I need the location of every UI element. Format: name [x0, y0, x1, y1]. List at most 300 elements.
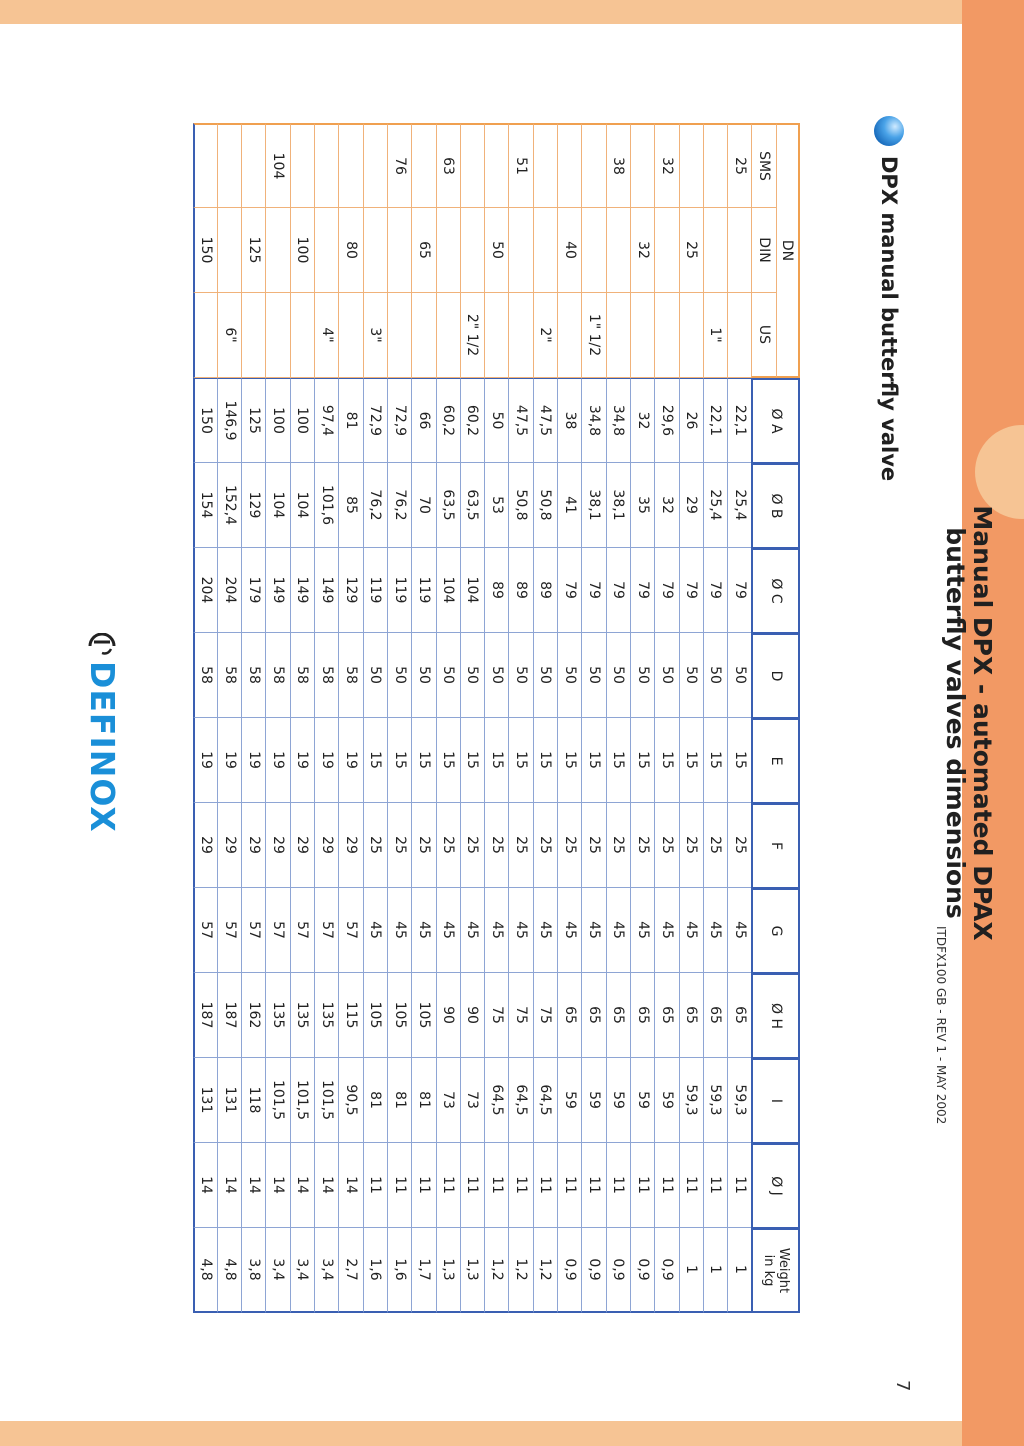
table-cell: 50 [484, 208, 508, 293]
table-cell: 65 [679, 973, 703, 1058]
title-line-1: Manual DPX - automated DPAX [968, 505, 997, 941]
table-cell: 100 [265, 378, 289, 463]
table-cell: 76,2 [363, 463, 387, 548]
table-cell: 11 [679, 1143, 703, 1228]
table-cell: 19 [193, 718, 217, 803]
table-cell: 97,4 [314, 378, 338, 463]
table-cell: 150 [193, 208, 217, 293]
table-cell: 187 [217, 973, 241, 1058]
table-cell: 79 [679, 548, 703, 633]
table-cell: 1 [679, 1228, 703, 1313]
table-cell: 11 [387, 1143, 411, 1228]
table-cell: 47,5 [508, 378, 532, 463]
table-cell: 25 [411, 803, 435, 888]
table-cell: 0,9 [654, 1228, 678, 1313]
table-cell: 11 [484, 1143, 508, 1228]
table-cell [338, 293, 362, 378]
table-cell: 15 [484, 718, 508, 803]
table-cell: 131 [217, 1058, 241, 1143]
table-cell: 1,2 [533, 1228, 557, 1313]
table-cell: 149 [265, 548, 289, 633]
table-cell: 150 [193, 378, 217, 463]
table-cell: 58 [265, 633, 289, 718]
table-cell [411, 123, 435, 208]
table-cell: 58 [241, 633, 265, 718]
table-cell: 11 [727, 1143, 751, 1228]
table-cell: 179 [241, 548, 265, 633]
table-cell [727, 208, 751, 293]
table-cell: 76,2 [387, 463, 411, 548]
table-cell: 2" 1/2 [460, 293, 484, 378]
table-cell: 15 [581, 718, 605, 803]
table-cell: 0,9 [557, 1228, 581, 1313]
table-cell: 81 [338, 378, 362, 463]
table-cell: 29 [241, 803, 265, 888]
table-cell: 11 [533, 1143, 557, 1228]
table-cell [581, 123, 605, 208]
table-cell: 105 [411, 973, 435, 1058]
table-cell: 65 [727, 973, 751, 1058]
table-cell: 3,4 [290, 1228, 314, 1313]
table-cell: 29 [193, 803, 217, 888]
table-cell: 22,1 [703, 378, 727, 463]
table-cell [727, 293, 751, 378]
table-cell: 50 [630, 633, 654, 718]
table-cell: 50 [436, 633, 460, 718]
table-cell: 1,2 [484, 1228, 508, 1313]
table-cell: 40 [557, 208, 581, 293]
table-cell: 119 [363, 548, 387, 633]
header-sub: SMS [751, 123, 775, 208]
table-cell [484, 123, 508, 208]
table-cell: 135 [314, 973, 338, 1058]
table-cell: 81 [411, 1058, 435, 1143]
table-cell: 45 [387, 888, 411, 973]
table-cell: 50 [363, 633, 387, 718]
table-cell [387, 293, 411, 378]
table-cell: 0,9 [630, 1228, 654, 1313]
table-cell: 15 [411, 718, 435, 803]
table-cell [217, 123, 241, 208]
table-cell [193, 123, 217, 208]
table-cell: 1" 1/2 [581, 293, 605, 378]
table-cell: 50 [460, 633, 484, 718]
table-cell: 38 [606, 123, 630, 208]
table-cell: 25 [654, 803, 678, 888]
table-cell [265, 208, 289, 293]
table-cell: 45 [654, 888, 678, 973]
table-cell: 58 [290, 633, 314, 718]
table-cell: 104 [290, 463, 314, 548]
table-cell: 104 [265, 123, 289, 208]
table-cell: 11 [581, 1143, 605, 1228]
table-cell: 79 [606, 548, 630, 633]
table-cell: 2,7 [338, 1228, 362, 1313]
table-cell [581, 208, 605, 293]
table-cell: 50 [557, 633, 581, 718]
table-cell: 129 [241, 463, 265, 548]
page-number: 7 [892, 1380, 913, 1392]
table-cell [217, 208, 241, 293]
table-cell: 15 [363, 718, 387, 803]
table-cell: 19 [290, 718, 314, 803]
table-cell: 45 [460, 888, 484, 973]
table-cell: 3" [363, 293, 387, 378]
table-cell: 58 [217, 633, 241, 718]
header-dim: Ø A [751, 378, 800, 463]
table-cell: 57 [314, 888, 338, 973]
table-cell: 4,8 [193, 1228, 217, 1313]
table-cell: 64,5 [533, 1058, 557, 1143]
table-cell: 15 [703, 718, 727, 803]
table-cell: 15 [387, 718, 411, 803]
table-cell: 45 [679, 888, 703, 973]
table-cell: 90,5 [338, 1058, 362, 1143]
table-cell [630, 123, 654, 208]
table-cell: 89 [484, 548, 508, 633]
table-cell: 81 [363, 1058, 387, 1143]
table-cell: 1,2 [508, 1228, 532, 1313]
table-cell: 29 [338, 803, 362, 888]
page-title [942, 0, 996, 1446]
table-cell: 34,8 [581, 378, 605, 463]
table-cell: 129 [338, 548, 362, 633]
table-cell: 73 [436, 1058, 460, 1143]
table-cell: 146,9 [217, 378, 241, 463]
table-cell: 79 [630, 548, 654, 633]
table-cell: 162 [241, 973, 265, 1058]
table-cell: 65 [557, 973, 581, 1058]
table-cell: 204 [217, 548, 241, 633]
table-cell: 204 [193, 548, 217, 633]
table-cell: 25 [533, 803, 557, 888]
table-cell: 50 [484, 378, 508, 463]
table-cell [241, 293, 265, 378]
table-cell: 11 [460, 1143, 484, 1228]
table-cell: 50,8 [533, 463, 557, 548]
table-cell: 79 [703, 548, 727, 633]
table-cell: 101,5 [290, 1058, 314, 1143]
table-cell [314, 123, 338, 208]
table-cell: 59 [654, 1058, 678, 1143]
table-cell: 25 [508, 803, 532, 888]
table-cell: 57 [265, 888, 289, 973]
table-cell: 59 [606, 1058, 630, 1143]
table-cell: 25,4 [727, 463, 751, 548]
table-cell: 1,6 [363, 1228, 387, 1313]
header-dim: Ø H [751, 973, 800, 1058]
header-dim: D [751, 633, 800, 718]
table-cell: 19 [217, 718, 241, 803]
table-cell: 45 [557, 888, 581, 973]
table-cell: 15 [508, 718, 532, 803]
table-cell: 187 [193, 973, 217, 1058]
table-cell: 3,8 [241, 1228, 265, 1313]
table-cell: 38 [557, 378, 581, 463]
table-cell [533, 123, 557, 208]
table-cell: 11 [411, 1143, 435, 1228]
table-cell [436, 293, 460, 378]
table-cell: 1 [727, 1228, 751, 1313]
table-cell: 131 [193, 1058, 217, 1143]
definox-logo-icon [89, 633, 117, 659]
table-cell: 100 [290, 378, 314, 463]
table-cell: 25 [581, 803, 605, 888]
table-cell [654, 208, 678, 293]
table-cell [290, 293, 314, 378]
section-heading [874, 116, 904, 481]
table-cell: 19 [265, 718, 289, 803]
header-weight [751, 1228, 800, 1313]
table-cell: 104 [265, 463, 289, 548]
table-cell: 57 [290, 888, 314, 973]
header-sub: DIN [751, 208, 775, 293]
table-cell: 100 [290, 208, 314, 293]
table-cell: 101,6 [314, 463, 338, 548]
table-cell: 59,3 [703, 1058, 727, 1143]
table-cell: 1 [703, 1228, 727, 1313]
table-cell: 50 [508, 633, 532, 718]
table-cell: 125 [241, 208, 265, 293]
table-cell: 60,2 [460, 378, 484, 463]
table-cell: 58 [193, 633, 217, 718]
table-cell: 22,1 [727, 378, 751, 463]
table-cell [679, 123, 703, 208]
table-cell: 15 [460, 718, 484, 803]
table-cell: 11 [654, 1143, 678, 1228]
table-cell: 72,9 [363, 378, 387, 463]
table-cell: 63,5 [460, 463, 484, 548]
table-cell: 75 [484, 973, 508, 1058]
table-cell: 76 [387, 123, 411, 208]
table-cell: 1,3 [436, 1228, 460, 1313]
table-cell: 81 [387, 1058, 411, 1143]
table-cell: 45 [436, 888, 460, 973]
table-cell: 45 [606, 888, 630, 973]
table-cell: 50 [654, 633, 678, 718]
table-cell: 25 [630, 803, 654, 888]
table-cell: 50 [727, 633, 751, 718]
table-cell: 32 [654, 463, 678, 548]
table-cell: 25 [727, 803, 751, 888]
table-cell: 79 [654, 548, 678, 633]
table-cell: 149 [314, 548, 338, 633]
table-cell: 25 [387, 803, 411, 888]
table-cell: 85 [338, 463, 362, 548]
table-cell: 80 [338, 208, 362, 293]
table-cell [679, 293, 703, 378]
table-cell: 89 [508, 548, 532, 633]
table-cell [241, 123, 265, 208]
table-cell: 66 [411, 378, 435, 463]
table-cell [460, 123, 484, 208]
table-cell: 65 [411, 208, 435, 293]
table-cell: 1,7 [411, 1228, 435, 1313]
table-cell: 58 [338, 633, 362, 718]
table-cell: 29 [290, 803, 314, 888]
table-cell: 14 [338, 1143, 362, 1228]
table-cell: 14 [314, 1143, 338, 1228]
table-cell: 45 [727, 888, 751, 973]
table-cell: 32 [630, 378, 654, 463]
table-cell: 15 [557, 718, 581, 803]
table-cell: 14 [290, 1143, 314, 1228]
table-cell [606, 208, 630, 293]
table-cell: 25 [557, 803, 581, 888]
table-cell: 25 [363, 803, 387, 888]
table-cell: 79 [557, 548, 581, 633]
table-cell: 89 [533, 548, 557, 633]
document-reference: ITDFX100 GB - REV 1 - MAY 2002 [934, 926, 948, 1125]
table-cell: 115 [338, 973, 362, 1058]
table-cell: 2" [533, 293, 557, 378]
table-cell: 45 [363, 888, 387, 973]
header-sub: US [751, 293, 775, 378]
table-cell: 75 [533, 973, 557, 1058]
table-cell: 11 [703, 1143, 727, 1228]
logo-text: DEFINOX [83, 661, 122, 833]
table-cell: 29 [679, 463, 703, 548]
table-cell: 25 [460, 803, 484, 888]
table-cell [606, 293, 630, 378]
table-cell [630, 293, 654, 378]
table-cell: 79 [727, 548, 751, 633]
table-cell [411, 293, 435, 378]
header-dn: DN [776, 123, 800, 378]
table-cell: 65 [606, 973, 630, 1058]
table-cell: 59 [581, 1058, 605, 1143]
table-cell: 105 [363, 973, 387, 1058]
table-cell: 90 [436, 973, 460, 1058]
table-cell: 14 [193, 1143, 217, 1228]
table-cell: 59 [557, 1058, 581, 1143]
header-dim: Ø J [751, 1143, 800, 1228]
table-cell: 0,9 [581, 1228, 605, 1313]
table-cell: 3,4 [314, 1228, 338, 1313]
table-cell: 19 [338, 718, 362, 803]
brand-logo [83, 633, 122, 833]
table-cell: 50 [679, 633, 703, 718]
weight-unit: in kg [760, 1254, 776, 1287]
table-cell [363, 123, 387, 208]
table-cell: 1,3 [460, 1228, 484, 1313]
table-cell: 79 [581, 548, 605, 633]
table-cell: 50 [703, 633, 727, 718]
table-cell: 152,4 [217, 463, 241, 548]
table-cell: 4,8 [217, 1228, 241, 1313]
table-cell: 11 [508, 1143, 532, 1228]
table-cell [703, 208, 727, 293]
table-cell: 35 [630, 463, 654, 548]
header-dim: F [751, 803, 800, 888]
table-cell: 60,2 [436, 378, 460, 463]
table-cell: 47,5 [533, 378, 557, 463]
header-dim: G [751, 888, 800, 973]
table-cell: 1,6 [387, 1228, 411, 1313]
table-cell [460, 208, 484, 293]
table-cell: 72,9 [387, 378, 411, 463]
table-cell: 45 [533, 888, 557, 973]
table-cell: 57 [338, 888, 362, 973]
table-cell: 11 [557, 1143, 581, 1228]
table-cell: 59,3 [727, 1058, 751, 1143]
table-cell: 64,5 [484, 1058, 508, 1143]
table-cell: 75 [508, 973, 532, 1058]
table-cell: 19 [314, 718, 338, 803]
table-cell [557, 293, 581, 378]
table-cell: 41 [557, 463, 581, 548]
table-cell [703, 123, 727, 208]
table-cell: 14 [241, 1143, 265, 1228]
table-cell: 15 [654, 718, 678, 803]
table-cell: 15 [630, 718, 654, 803]
table-cell: 32 [654, 123, 678, 208]
table-cell: 65 [630, 973, 654, 1058]
table-cell: 19 [241, 718, 265, 803]
table-cell: 135 [290, 973, 314, 1058]
table-cell: 11 [606, 1143, 630, 1228]
title-line-2: butterfly valves dimensions [941, 527, 970, 919]
table-cell: 11 [363, 1143, 387, 1228]
table-cell: 25,4 [703, 463, 727, 548]
table-cell: 15 [606, 718, 630, 803]
header-dim: E [751, 718, 800, 803]
table-cell: 57 [193, 888, 217, 973]
table-cell [290, 123, 314, 208]
table-cell: 65 [581, 973, 605, 1058]
table-cell: 101,5 [314, 1058, 338, 1143]
table-cell: 45 [703, 888, 727, 973]
table-cell: 45 [581, 888, 605, 973]
table-cell: 14 [217, 1143, 241, 1228]
table-cell: 63 [436, 123, 460, 208]
header-dim: I [751, 1058, 800, 1143]
table-cell: 57 [217, 888, 241, 973]
table-cell: 70 [411, 463, 435, 548]
dimensions-table [193, 123, 800, 1313]
bullet-icon [874, 116, 904, 146]
table-cell: 45 [484, 888, 508, 973]
table-cell: 135 [265, 973, 289, 1058]
table-cell: 90 [460, 973, 484, 1058]
table-cell: 58 [314, 633, 338, 718]
table-cell: 119 [411, 548, 435, 633]
table-cell: 32 [630, 208, 654, 293]
table-cell: 149 [290, 548, 314, 633]
header-dim: Ø B [751, 463, 800, 548]
table-cell: 25 [679, 803, 703, 888]
table-cell: 101,5 [265, 1058, 289, 1143]
table-cell: 25 [703, 803, 727, 888]
table-cell: 104 [436, 548, 460, 633]
table-cell: 118 [241, 1058, 265, 1143]
table-cell: 25 [436, 803, 460, 888]
weight-label: Weight [775, 1247, 791, 1294]
table-cell: 50 [581, 633, 605, 718]
table-cell: 1" [703, 293, 727, 378]
table-cell: 73 [460, 1058, 484, 1143]
table-cell: 64,5 [508, 1058, 532, 1143]
table-cell [387, 208, 411, 293]
table-cell: 11 [630, 1143, 654, 1228]
table-cell: 25 [727, 123, 751, 208]
table-cell: 11 [436, 1143, 460, 1228]
table-cell [533, 208, 557, 293]
table-cell: 26 [679, 378, 703, 463]
table-cell [508, 293, 532, 378]
table-cell: 29 [265, 803, 289, 888]
table-cell: 45 [508, 888, 532, 973]
